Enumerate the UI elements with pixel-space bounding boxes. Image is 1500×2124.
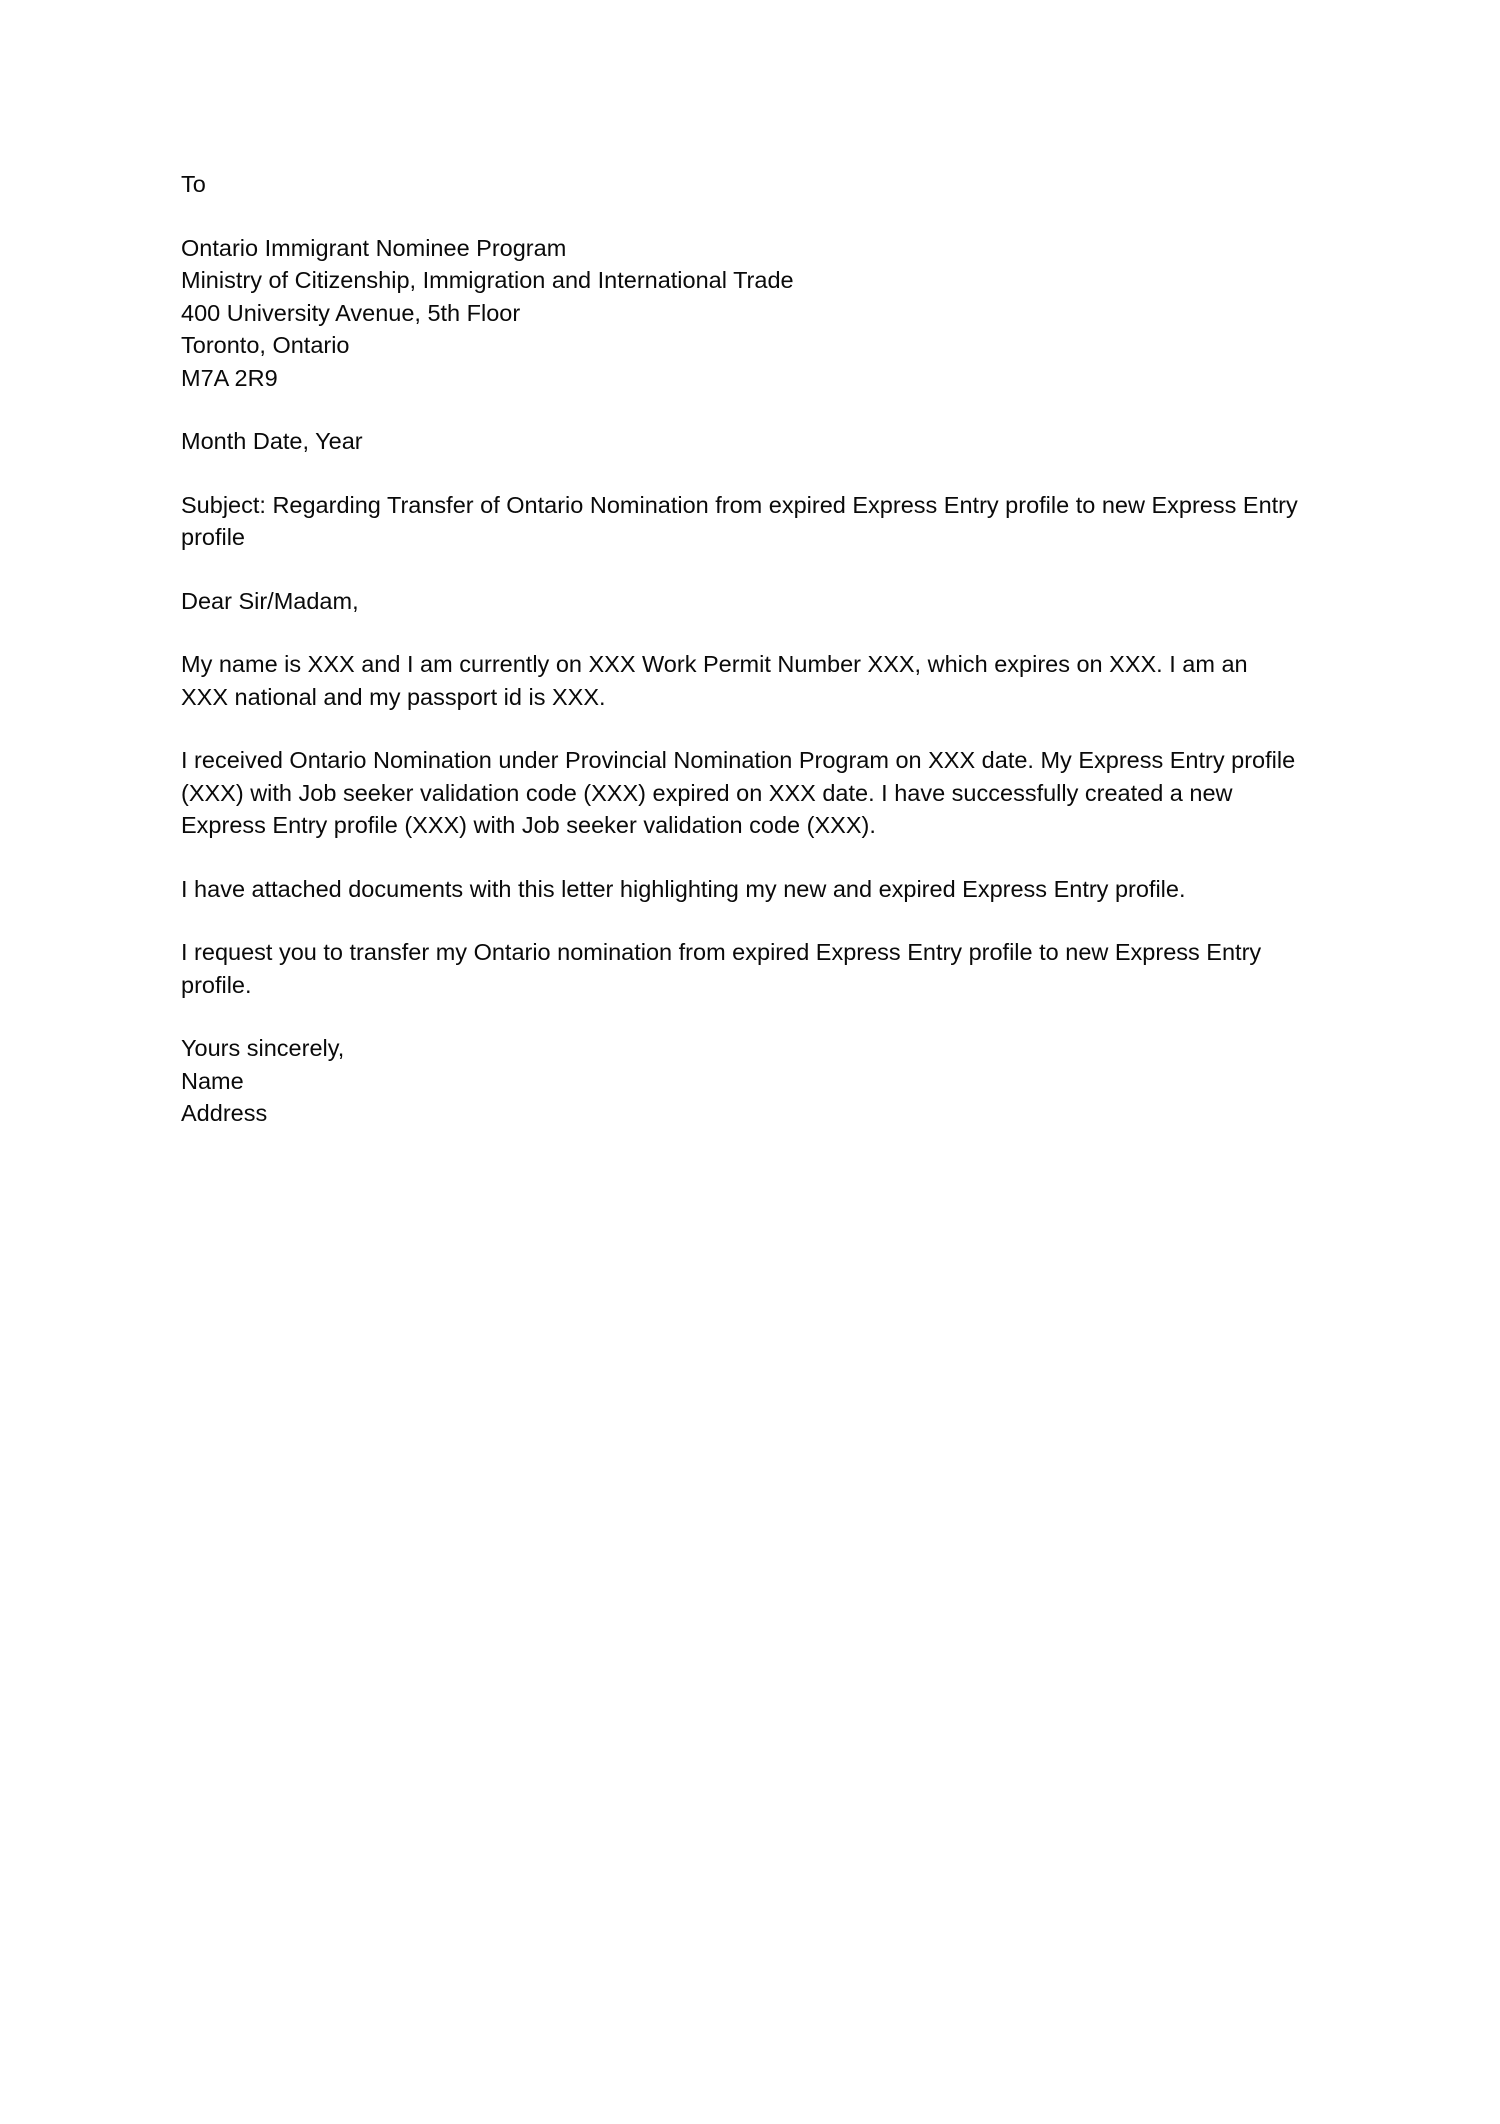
spacer	[181, 842, 1321, 873]
spacer	[181, 554, 1321, 585]
closing-block	[181, 1032, 1321, 1130]
body-paragraph-2: I received Ontario Nomination under Provincial Nomination Program on XXX date. My Express Entry profile (XXX) with Job seeker validation code (XXX) expired on XXX date. I have successfully created a new Express Entry profile (XXX) with Job seeker validation code (XXX).	[181, 747, 1296, 838]
body-paragraph-1: My name is XXX and I am currently on XXX Work Permit Number XXX, which expires on XXX. I am an XXX national and my passport id is XXX.	[181, 651, 1248, 710]
recipient-line: Ministry of Citizenship, Immigration and International Trade	[181, 267, 794, 293]
spacer	[181, 1001, 1321, 1032]
spacer	[181, 394, 1321, 425]
spacer	[181, 617, 1321, 648]
greeting: Dear Sir/Madam,	[181, 587, 359, 614]
body-paragraph-3: I have attached documents with this letter highlighting my new and expired Express Entry profile.	[181, 875, 1186, 902]
letter-body	[181, 168, 1321, 1130]
spacer	[181, 458, 1321, 489]
recipient-line: 400 University Avenue, 5th Floor	[181, 299, 521, 326]
spacer	[181, 201, 1321, 232]
salutation-to: To	[181, 171, 206, 197]
spacer	[181, 713, 1321, 744]
body-paragraph-4: I request you to transfer my Ontario nomination from expired Express Entry profile to new Express Entry profile.	[181, 939, 1262, 998]
recipient-address-block	[181, 232, 1321, 395]
subject-line: Subject: Regarding Transfer of Ontario Nomination from expired Express Entry profile to new Express Entry profile	[181, 491, 1298, 550]
recipient-line: Ontario Immigrant Nominee Program	[181, 234, 567, 261]
spacer	[181, 905, 1321, 936]
recipient-line: M7A 2R9	[181, 364, 278, 391]
recipient-line: Toronto, Ontario	[181, 332, 350, 358]
letter-date: Month Date, Year	[181, 428, 363, 454]
signature-name: Name	[181, 1067, 244, 1094]
signature-address: Address	[181, 1100, 268, 1126]
sign-off: Yours sincerely,	[181, 1035, 345, 1061]
